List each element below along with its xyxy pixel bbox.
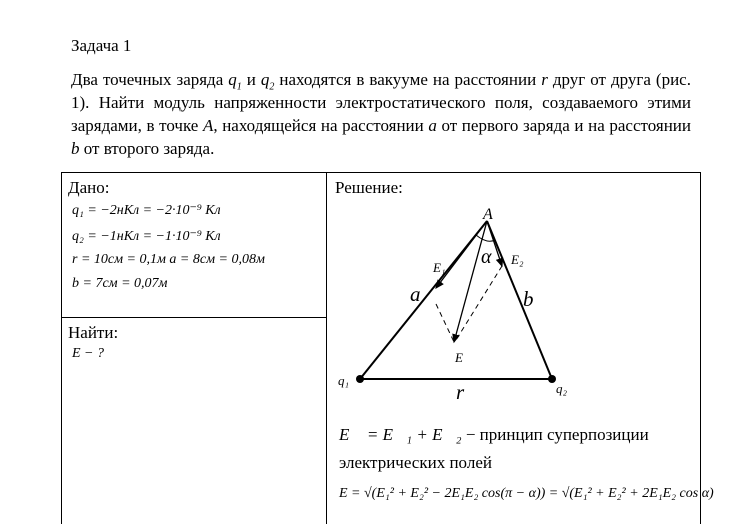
- superposition-text: − принцип суперпозиции: [461, 425, 649, 444]
- table-left-border: [61, 172, 62, 524]
- given-line-1: q₁ = −2нКл = −2·10⁻⁹ Кл: [72, 203, 221, 218]
- magnitude-formula: E = √(E₁² + E₂² − 2E₁E₂ cos(π − α)) = √(E₁² + E₂² + 2E₁E₂ cos α): [339, 486, 714, 501]
- superposition-text-2: электрических полей: [339, 453, 492, 472]
- solution-header: Решение:: [335, 178, 403, 197]
- label-alpha: α: [481, 246, 492, 268]
- given-line-3: r = 10см = 0,1м a = 8см = 0,08м: [72, 252, 265, 267]
- table-right-border: [700, 172, 701, 524]
- side-b: [487, 221, 552, 379]
- superposition-line: [339, 425, 649, 445]
- dashed-helper-2: [456, 266, 502, 340]
- table-middle-border: [326, 172, 327, 524]
- problem-statement: Два точечных заряда $q_1$ и $q_2$ находятся в вакууме на расстоянии r друг от друга (рис. 1). Найти модуль напряженности электростатического поля, создаваемого этими зарядами, в точке A, находящейся на расстоянии a от первого заряда и на расстоянии b от второго заряда.: [71, 70, 691, 158]
- given-line-2: q₂ = −1нКл = −1·10⁻⁹ Кл: [72, 229, 221, 244]
- dashed-helper-1: [436, 304, 454, 342]
- label-E2: E₂: [511, 252, 524, 267]
- table-top-border: [61, 172, 701, 173]
- find-value: E − ?: [72, 346, 104, 361]
- label-A: A: [483, 206, 493, 223]
- given-line-4: b = 7см = 0,07м: [72, 276, 168, 291]
- label-E: E: [455, 350, 463, 365]
- label-r: r: [456, 380, 465, 404]
- label-E1: E₁: [433, 260, 446, 275]
- label-b: b: [523, 287, 534, 311]
- find-header: Найти:: [68, 323, 119, 342]
- label-q1: q₁: [338, 373, 350, 388]
- side-a: [360, 221, 487, 379]
- given-find-divider: [61, 317, 326, 318]
- vector-E1: [436, 221, 487, 288]
- task-title: Задача 1: [71, 36, 132, 55]
- charge-q2: [548, 375, 556, 383]
- charge-q1: [356, 375, 364, 383]
- physics-diagram: [330, 200, 698, 405]
- given-header: Дано:: [68, 178, 110, 197]
- superposition-formula: E⃗ = E⃗₁ + E⃗₂: [339, 425, 462, 444]
- label-a: a: [410, 282, 421, 306]
- label-q2: q₂: [556, 381, 568, 396]
